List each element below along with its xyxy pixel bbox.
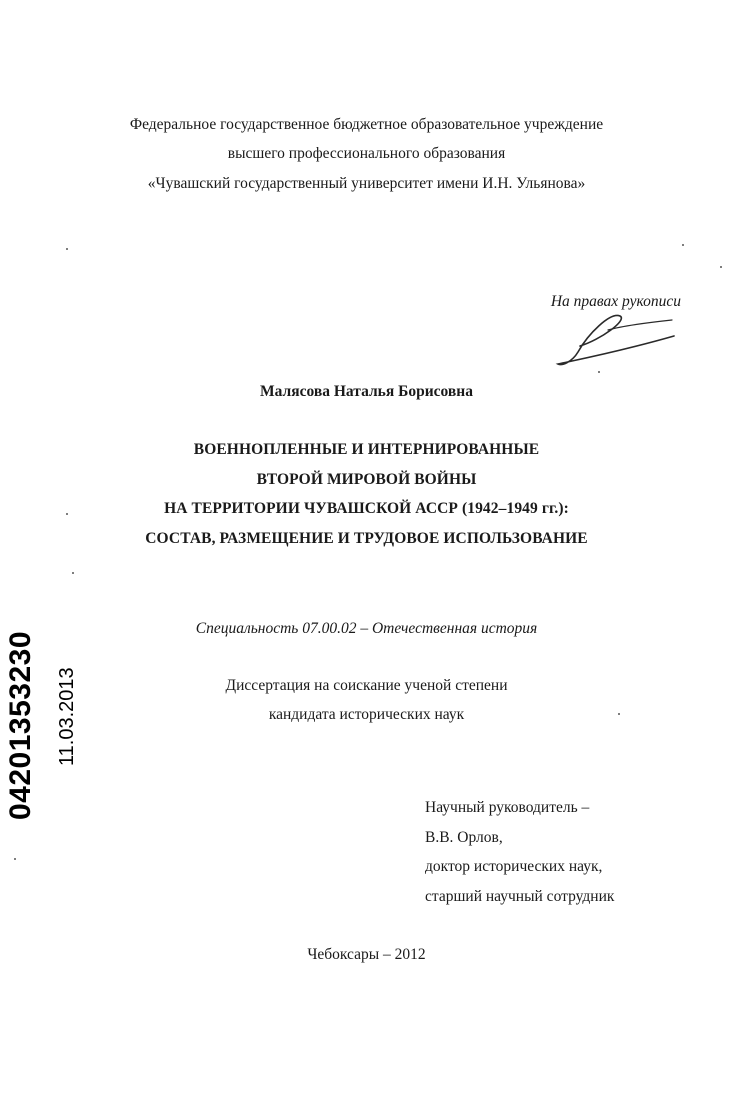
manuscript-rights-label: На правах рукописи (550, 293, 681, 310)
institution-line-2: высшего профессионального образования (227, 145, 506, 162)
scan-speck (598, 371, 600, 373)
scan-speck (72, 572, 74, 574)
dissertation-line-2: кандидата исторических наук (268, 706, 465, 723)
title-line-3: НА ТЕРРИТОРИИ ЧУВАШСКОЙ АССР (1942–1949 гг.): (164, 500, 569, 517)
stamp-date: 11.03.2013 (56, 667, 78, 766)
supervisor-name: В.В. Орлов, (425, 829, 503, 846)
scan-speck (682, 244, 684, 246)
scan-speck (720, 266, 722, 268)
footer-city-year: Чебоксары – 2012 (307, 946, 426, 963)
supervisor-position: старший научный сотрудник (425, 888, 615, 905)
supervisor-degree: доктор исторических наук, (425, 858, 603, 875)
supervisor-role: Научный руководитель – (425, 799, 590, 816)
institution-line-1: Федеральное государственное бюджетное образовательное учреждение (129, 116, 604, 133)
stamp-code: 04201353230 (4, 630, 37, 820)
author-name: Малясова Наталья Борисовна (260, 383, 473, 400)
institution-line-3: «Чувашский государственный университет имени И.Н. Ульянова» (147, 175, 586, 192)
scan-speck (618, 713, 620, 715)
title-line-4: СОСТАВ, РАЗМЕЩЕНИЕ И ТРУДОВОЕ ИСПОЛЬЗОВАНИЕ (145, 530, 588, 547)
title-line-2: ВТОРОЙ МИРОВОЙ ВОЙНЫ (256, 471, 477, 488)
dissertation-line-1: Диссертация на соискание ученой степени (225, 677, 508, 694)
title-line-1: ВОЕННОПЛЕННЫЕ И ИНТЕРНИРОВАННЫЕ (193, 441, 540, 458)
scan-speck (66, 513, 68, 515)
signature (548, 312, 678, 372)
scan-speck (66, 248, 68, 250)
scan-speck (14, 858, 16, 860)
specialty: Специальность 07.00.02 – Отечественная история (195, 620, 538, 637)
